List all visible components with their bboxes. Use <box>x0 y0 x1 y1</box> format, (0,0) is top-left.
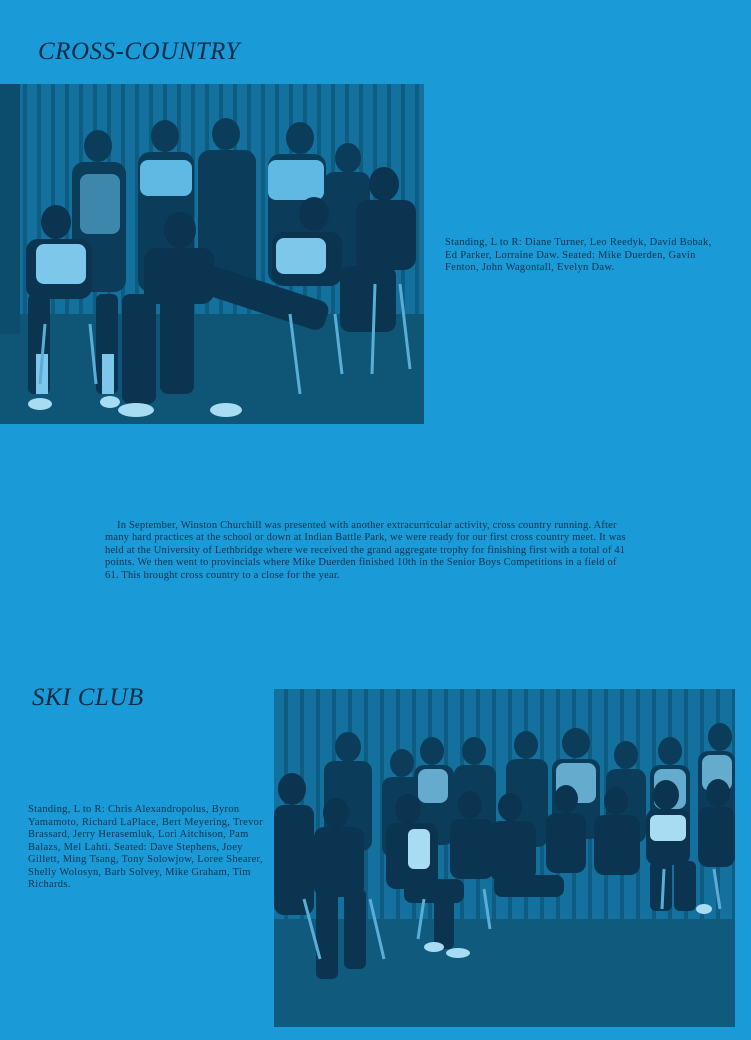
ski-club-caption: Standing, L to R: Chris Alexandropolus, Byron Yamamoto, Richard LaPlace, Bert Meyering, Trevor Brassard, Jerry Herasemluk, Lori Aitchison, Pam Balazs, Mel Lahti. Seated: Dave Stephens, Joey Gillett, Ming Tsang, Tony Solowjow, Loree Shearer, Shelly Wolosyn, Barb Solvey, Mike Graham, Tim Richards. <box>28 804 263 890</box>
cross-country-article: In September, Winston Churchill was presented with another extracurricular activity, cross country running. After many hard practices at the school or down at Indian Battle Park, we were ready for our first cross country meet. It was held at the University of Lethbridge where we received the grand aggregate trophy for finishing first with a total of 41 points. We then went to provincials where Mike Duerden finished 10th in the Senior Boys Competitions in a field of 61. This brought cross country to a close for the year. <box>105 520 626 581</box>
ski-club-heading: SKI CLUB <box>32 684 144 711</box>
ski-club-team-photo <box>274 689 735 1027</box>
cross-country-team-photo <box>0 84 424 424</box>
cross-country-heading: CROSS-COUNTRY <box>38 38 240 65</box>
cross-country-caption: Standing, L to R: Diane Turner, Leo Reedyk, David Bobak, Ed Parker, Lorraine Daw. Seated: Mike Duerden, Gavin Fenton, John Wagontall, Evelyn Daw. <box>445 237 712 273</box>
